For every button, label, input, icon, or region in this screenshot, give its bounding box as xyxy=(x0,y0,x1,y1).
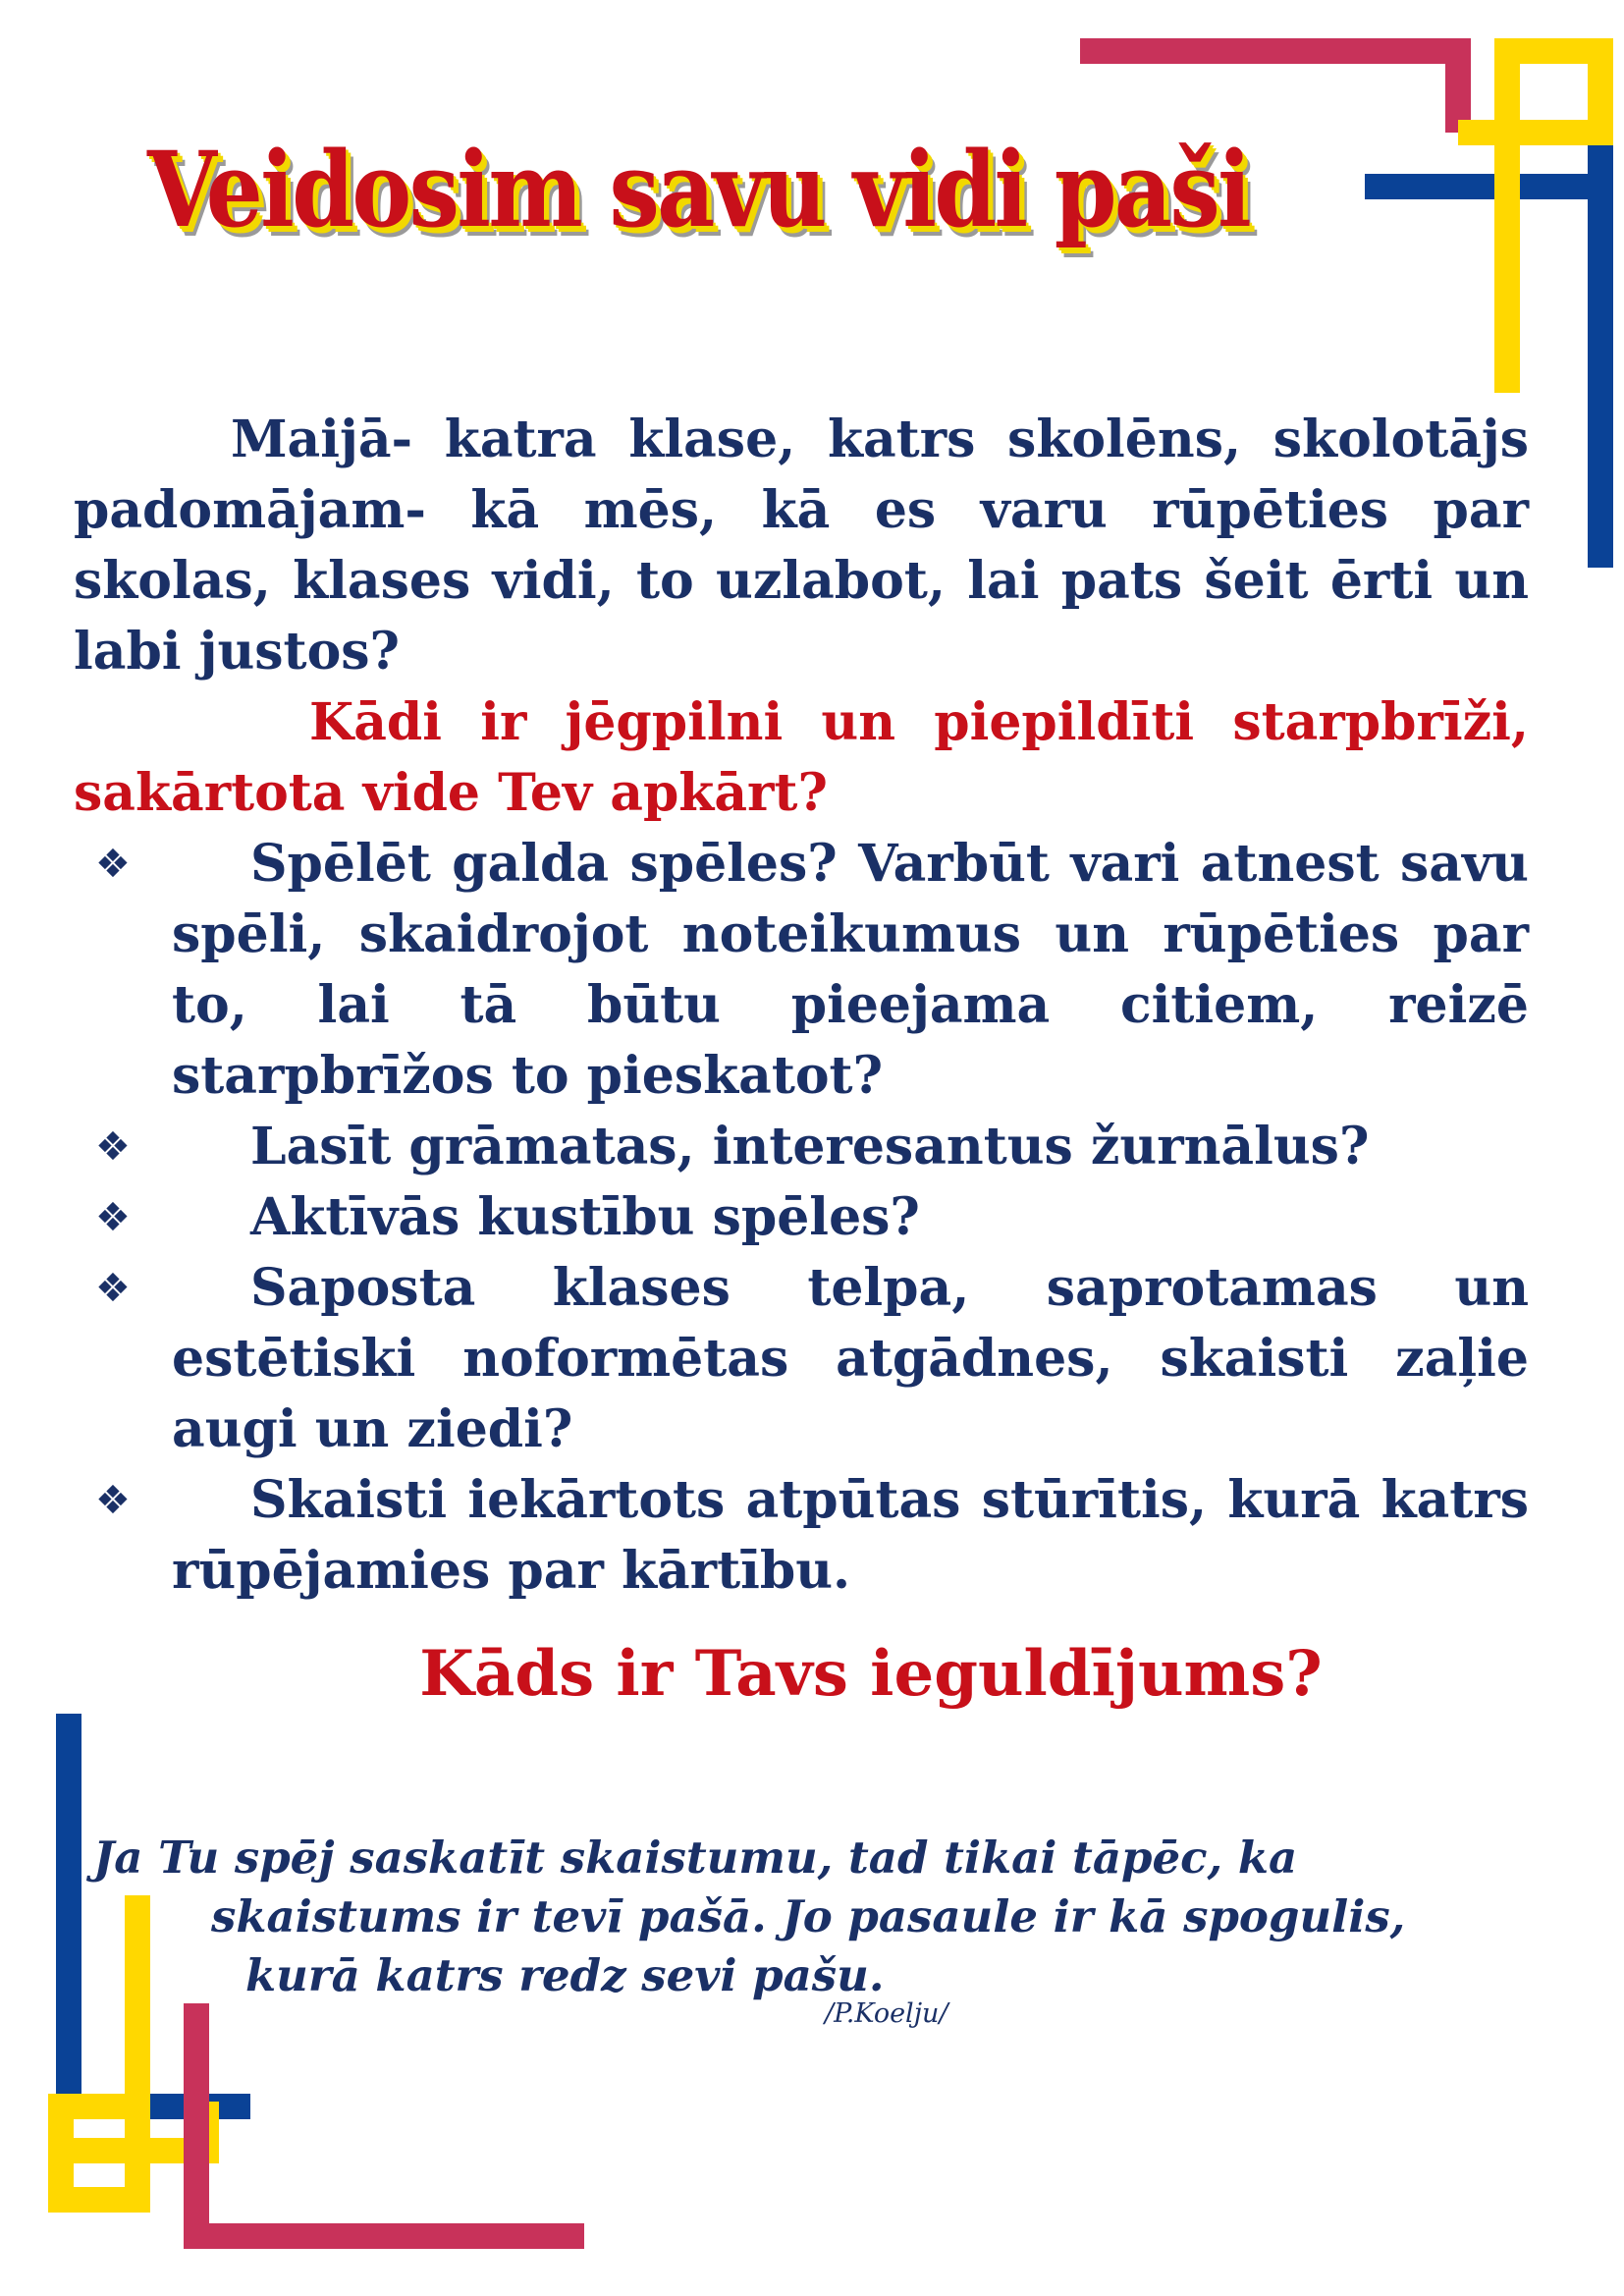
list-item xyxy=(95,1465,1529,1607)
list-item-text: Saposta klases telpa, saprotamas un estētiski noformētas atgādnes, skaisti zaļie augi un ziedi? xyxy=(172,1258,1529,1459)
diamond-bullet-icon: ❖ xyxy=(95,1478,131,1523)
list-item-text: Spēlēt galda spēles? Varbūt vari atnest savu spēli, skaidrojot noteikumus un rūpēties par to, lai tā būtu pieejama citiem, reizē starpbrīžos to pieskatot? xyxy=(172,834,1529,1106)
quote-line: kurā katrs redz sevi pašu. xyxy=(245,1949,885,2001)
main-content xyxy=(74,405,1529,1607)
diamond-bullet-icon: ❖ xyxy=(95,1266,131,1311)
diamond-bullet-icon: ❖ xyxy=(95,842,131,887)
question-paragraph: Kādi ir jēgpilni un piepildīti starpbrīži, sakārtota vide Tev apkārt? xyxy=(74,692,1529,823)
list-item xyxy=(95,1182,1529,1253)
list-item xyxy=(95,1112,1529,1182)
quote-line: Ja Tu spēj saskatīt skaistumu, tad tikai tāpēc, ka xyxy=(93,1831,1298,1884)
diamond-bullet-icon: ❖ xyxy=(95,1124,131,1170)
list-item xyxy=(95,829,1529,1112)
list-item-text: Lasīt grāmatas, interesantus žurnālus? xyxy=(250,1117,1370,1176)
quote-author: /P.Koelju/ xyxy=(825,1998,948,2029)
list-item-text: Aktīvās kustību spēles? xyxy=(250,1187,920,1247)
page-title: Veidosim savu vidi paši xyxy=(147,128,1250,250)
quote-block xyxy=(93,1829,1566,2005)
list-item-text: Skaisti iekārtots atpūtas stūrītis, kurā katrs rūpējamies par kārtību. xyxy=(172,1470,1529,1601)
closing-question: Kāds ir Tavs ieguldījums? xyxy=(419,1637,1323,1711)
diamond-bullet-icon: ❖ xyxy=(95,1195,131,1240)
bullet-list xyxy=(74,829,1529,1607)
quote-line: skaistums ir tevī pašā. Jo pasaule ir kā spogulis, xyxy=(211,1890,1406,1942)
list-item xyxy=(95,1253,1529,1465)
intro-paragraph: Maijā- katra klase, katrs skolēns, skolotājs padomājam- kā mēs, kā es varu rūpēties par skolas, klases vidi, to uzlabot, lai pats šeit ērti un labi justos? xyxy=(74,410,1529,682)
